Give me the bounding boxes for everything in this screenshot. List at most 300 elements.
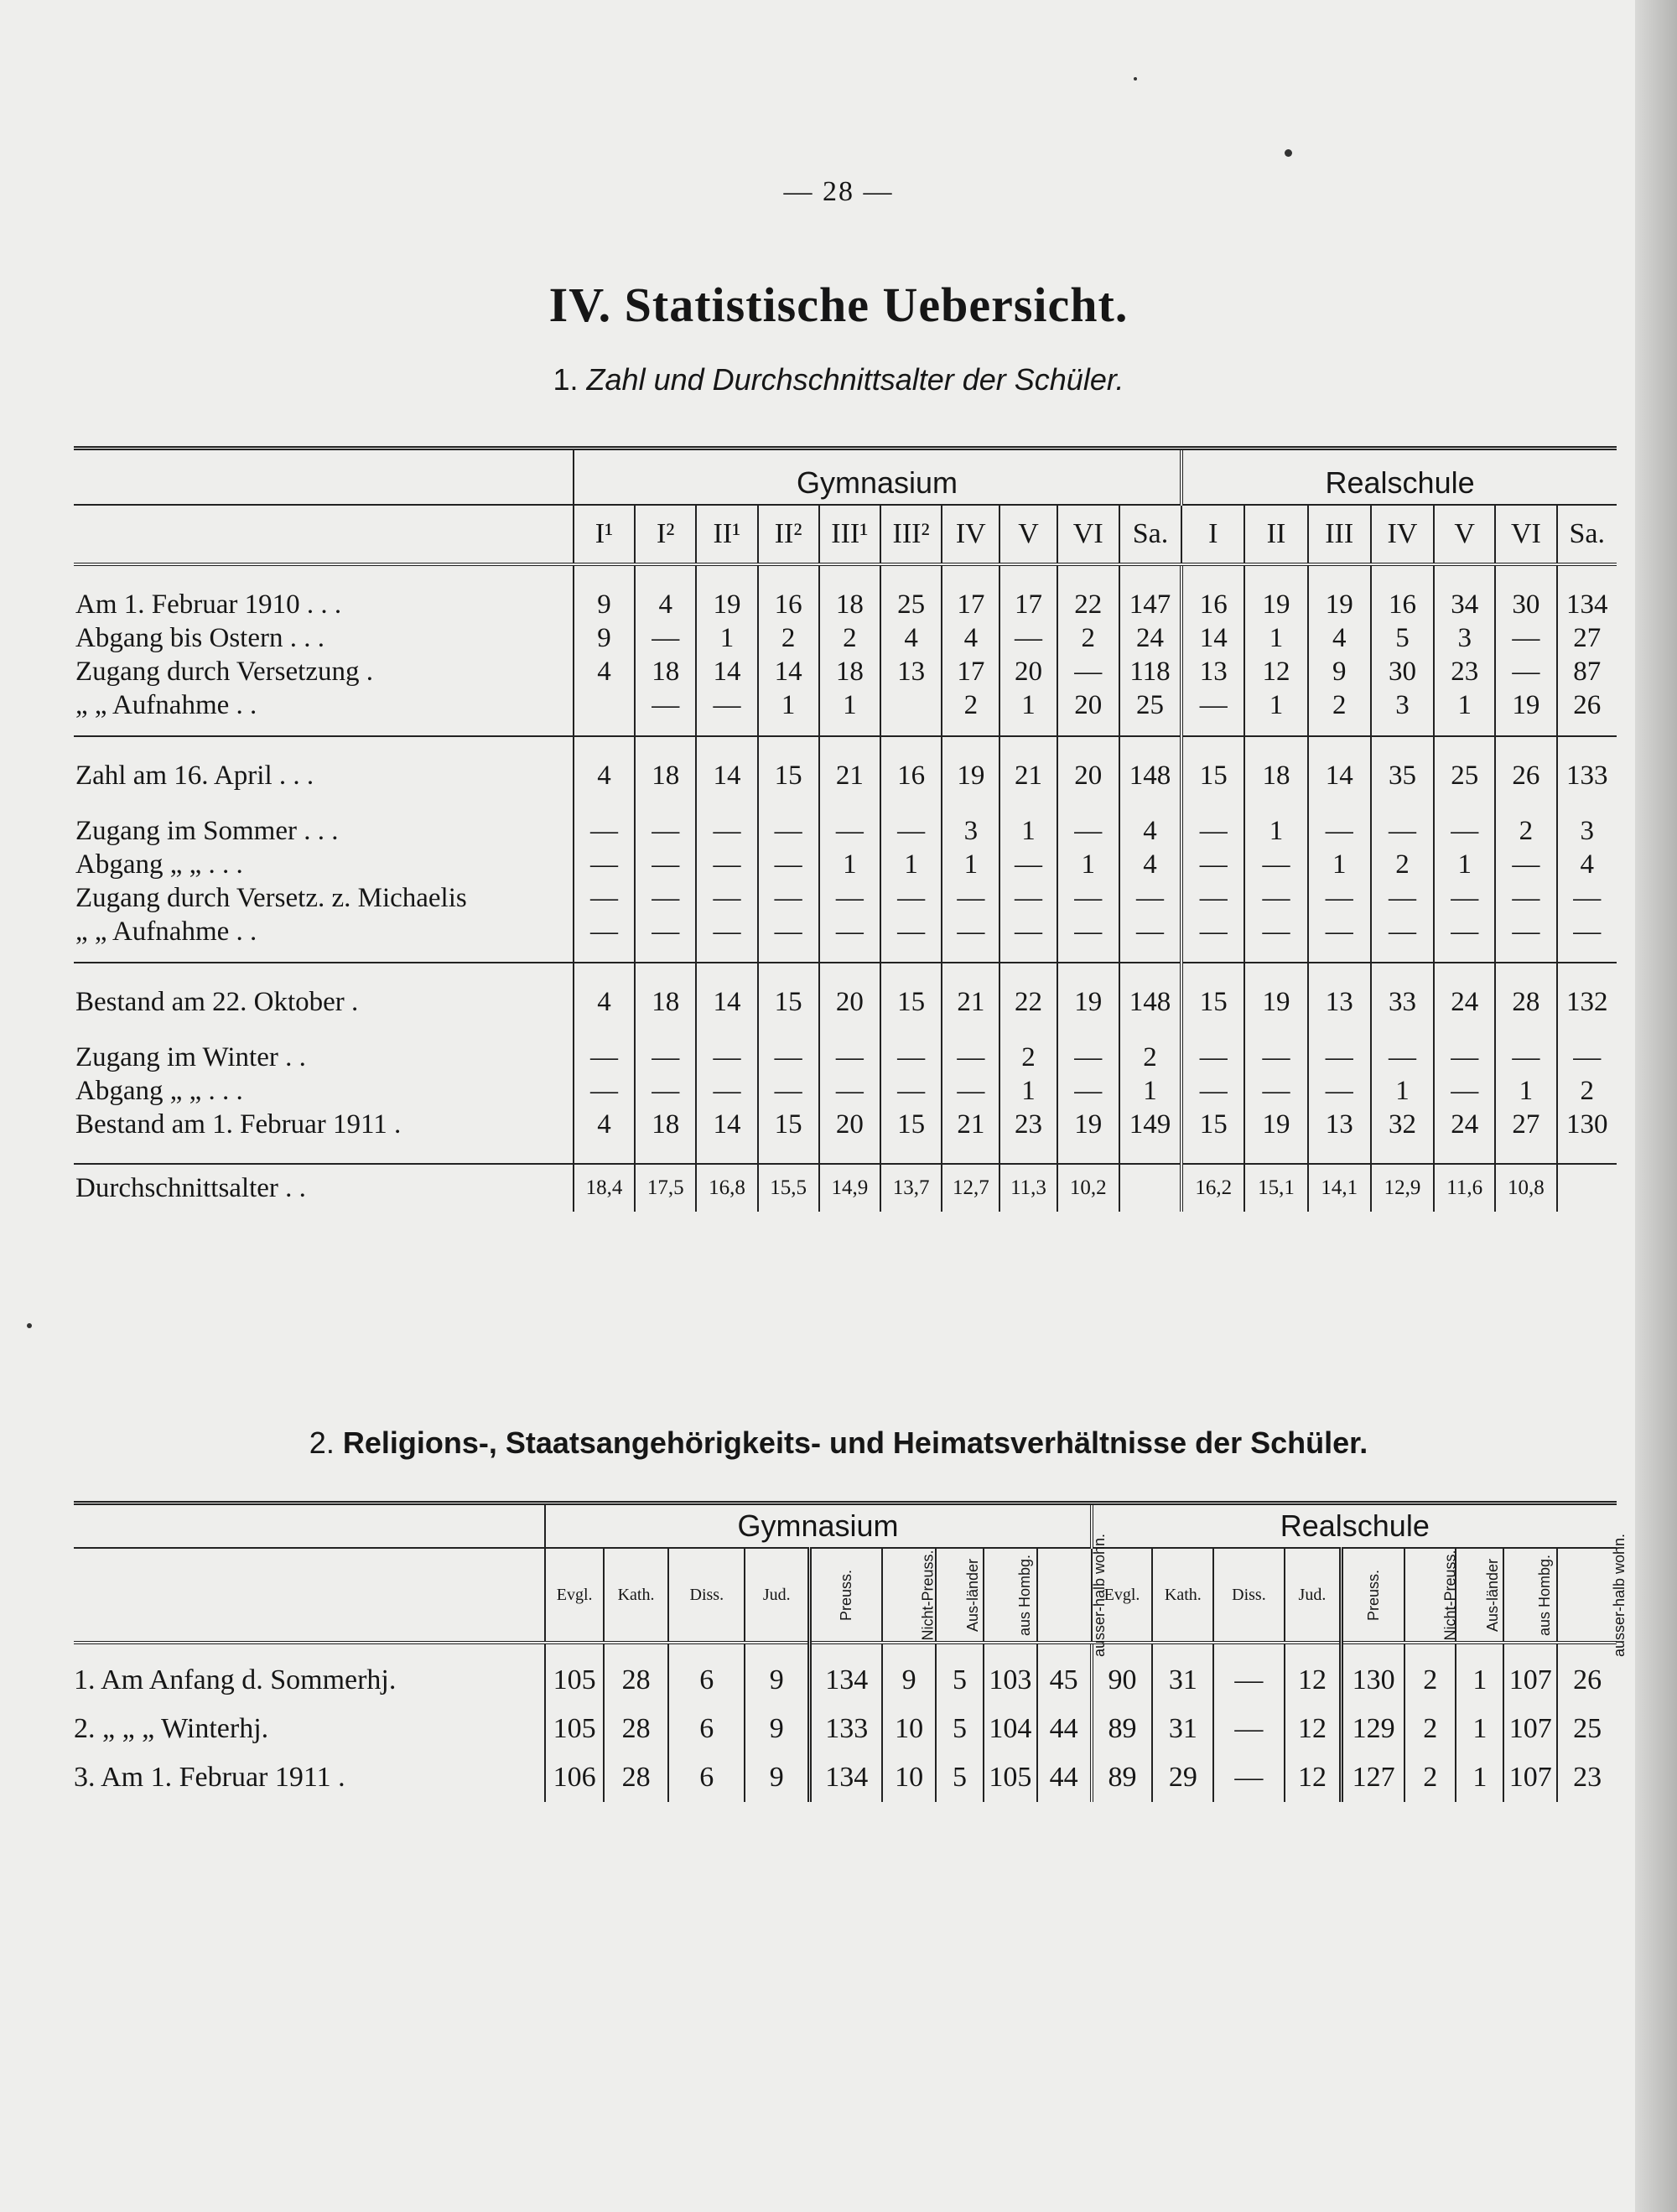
data-cell: — xyxy=(1181,814,1244,848)
spacer-cell xyxy=(758,792,819,814)
data-cell: 18 xyxy=(635,985,696,1019)
spacer-cell xyxy=(574,1141,635,1164)
spacer-cell xyxy=(1557,736,1617,759)
data-cell: 20 xyxy=(999,655,1057,688)
data-cell: — xyxy=(1119,881,1181,915)
data-cell: 15 xyxy=(880,1108,942,1141)
data-cell: — xyxy=(1495,655,1556,688)
data-cell: 24 xyxy=(1434,985,1495,1019)
spacer-cell xyxy=(1308,948,1371,963)
spacer-cell xyxy=(880,1019,942,1041)
data-cell: 105 xyxy=(545,1643,603,1705)
data-cell: — xyxy=(1434,1074,1495,1108)
data-cell: — xyxy=(1495,915,1556,948)
data-cell: 6 xyxy=(668,1643,745,1705)
data-cell: 12 xyxy=(1285,1705,1342,1753)
data-cell: 32 xyxy=(1371,1108,1434,1141)
page-title: IV. Statistische Uebersicht. xyxy=(548,278,1129,332)
data-cell: — xyxy=(1495,848,1556,881)
spacer-cell xyxy=(1244,736,1307,759)
data-cell: — xyxy=(574,1074,635,1108)
spacer-cell xyxy=(942,948,999,963)
data-cell: — xyxy=(880,814,942,848)
spacer-cell xyxy=(999,1019,1057,1041)
data-cell: 2 xyxy=(1308,688,1371,722)
category-header xyxy=(1037,1533,1108,1657)
data-cell: 18 xyxy=(635,1108,696,1141)
data-cell: 134 xyxy=(810,1643,883,1705)
spacer-cell xyxy=(999,722,1057,736)
table-row xyxy=(74,1041,1617,1074)
spacer-cell xyxy=(1371,1141,1434,1164)
spacer-cell xyxy=(1181,722,1244,736)
table-row xyxy=(74,1705,1617,1753)
category-header: Diss. xyxy=(1213,1548,1284,1643)
data-cell: 5 xyxy=(936,1705,984,1753)
spacer-cell xyxy=(1244,963,1307,985)
category-header xyxy=(1557,1533,1628,1657)
data-cell: 10 xyxy=(882,1753,936,1802)
table-row xyxy=(74,881,1617,915)
data-cell: — xyxy=(1371,814,1434,848)
category-header-label: Preuss. xyxy=(1364,1569,1382,1621)
data-cell: — xyxy=(696,688,757,722)
spacer-cell xyxy=(696,1141,757,1164)
spacer-cell xyxy=(1308,564,1371,588)
spacer-cell xyxy=(696,722,757,736)
spacer-cell xyxy=(999,564,1057,588)
data-cell: 87 xyxy=(1557,655,1617,688)
spacer-cell xyxy=(819,722,880,736)
data-cell: — xyxy=(880,881,942,915)
data-cell: 1 xyxy=(1456,1705,1503,1753)
student-count-table xyxy=(74,446,1617,1212)
data-cell: 4 xyxy=(574,1108,635,1141)
spacer-cell xyxy=(942,1141,999,1164)
row-label: 2. „ „ „ Winterhj. xyxy=(74,1713,269,1744)
row-label: Bestand am 22. Oktober . xyxy=(75,986,359,1017)
data-cell: 12,9 xyxy=(1371,1164,1434,1212)
spacer-cell xyxy=(696,792,757,814)
spacer-cell xyxy=(635,948,696,963)
data-cell: 13,7 xyxy=(880,1164,942,1212)
data-cell: 130 xyxy=(1557,1108,1617,1141)
data-cell: — xyxy=(574,915,635,948)
table-row xyxy=(74,848,1617,881)
data-cell: — xyxy=(1244,881,1307,915)
section-1-title: Zahl und Durchschnittsalter der Schüler. xyxy=(586,362,1124,397)
data-cell: — xyxy=(1244,1041,1307,1074)
spacer-cell xyxy=(819,963,880,985)
data-cell: — xyxy=(1057,881,1119,915)
data-cell: 16,8 xyxy=(696,1164,757,1212)
data-cell: — xyxy=(1557,1041,1617,1074)
spacer-cell xyxy=(635,1019,696,1041)
data-cell: 14 xyxy=(758,655,819,688)
spacer-cell xyxy=(1371,963,1434,985)
spacer-cell xyxy=(819,564,880,588)
spacer-cell xyxy=(758,948,819,963)
row-label: 1. Am Anfang d. Sommerhj. xyxy=(74,1664,397,1695)
data-cell: 20 xyxy=(819,1108,880,1141)
spacer-cell xyxy=(758,1019,819,1041)
data-cell: 19 xyxy=(1308,588,1371,621)
data-cell: — xyxy=(999,881,1057,915)
data-cell: 134 xyxy=(810,1753,883,1802)
data-cell: 4 xyxy=(574,655,635,688)
spacer-cell xyxy=(1308,792,1371,814)
spacer-row xyxy=(74,963,1617,985)
realschule-class-header: VI xyxy=(1495,505,1556,564)
data-cell: 16 xyxy=(1181,588,1244,621)
data-cell: 148 xyxy=(1119,759,1181,792)
spacer-cell xyxy=(635,1141,696,1164)
spacer-cell xyxy=(574,736,635,759)
data-cell: 27 xyxy=(1495,1108,1556,1141)
spacer-cell xyxy=(880,722,942,736)
data-cell: 29 xyxy=(1152,1753,1213,1802)
data-cell: — xyxy=(696,848,757,881)
data-cell: 18 xyxy=(1244,759,1307,792)
data-cell: 25 xyxy=(1119,688,1181,722)
data-cell: — xyxy=(999,848,1057,881)
speck xyxy=(1285,149,1292,157)
data-cell: 23 xyxy=(1434,655,1495,688)
data-cell: 118 xyxy=(1119,655,1181,688)
spacer-cell xyxy=(1434,1141,1495,1164)
spacer-cell xyxy=(1308,736,1371,759)
data-cell: 21 xyxy=(819,759,880,792)
category-header-label: Aus-länder xyxy=(964,1558,982,1632)
data-cell: 18 xyxy=(635,759,696,792)
spacer-cell xyxy=(1308,963,1371,985)
data-cell: 148 xyxy=(1119,985,1181,1019)
spacer-cell xyxy=(1057,1141,1119,1164)
data-cell: 10 xyxy=(882,1705,936,1753)
row-label: Bestand am 1. Februar 1911 . xyxy=(75,1109,402,1140)
data-cell: 14,9 xyxy=(819,1164,880,1212)
data-cell: 129 xyxy=(1342,1705,1404,1753)
data-cell: 149 xyxy=(1119,1108,1181,1141)
data-cell: — xyxy=(1181,848,1244,881)
data-cell: 24 xyxy=(1434,1108,1495,1141)
label-header-blank xyxy=(74,449,574,506)
label-header-blank xyxy=(74,1548,545,1643)
data-cell: 107 xyxy=(1503,1753,1557,1802)
label-header-blank xyxy=(74,1503,545,1549)
realschule-class-header: V xyxy=(1434,505,1495,564)
data-cell: 26 xyxy=(1495,759,1556,792)
data-cell: — xyxy=(942,915,999,948)
data-cell: 16,2 xyxy=(1181,1164,1244,1212)
data-cell: 2 xyxy=(1404,1753,1456,1802)
spacer-cell xyxy=(819,1019,880,1041)
section-divider xyxy=(74,948,1617,963)
data-cell: 1 xyxy=(1244,814,1307,848)
spacer-cell xyxy=(819,736,880,759)
data-cell: — xyxy=(574,881,635,915)
spacer-cell xyxy=(1119,564,1181,588)
data-cell: 4 xyxy=(1308,621,1371,655)
data-cell: 44 xyxy=(1037,1705,1092,1753)
spacer-cell xyxy=(758,963,819,985)
realschule-class-header: IV xyxy=(1371,505,1434,564)
data-cell: 3 xyxy=(1434,621,1495,655)
data-cell: 12 xyxy=(1285,1643,1342,1705)
spacer-cell xyxy=(942,736,999,759)
data-cell: 27 xyxy=(1557,621,1617,655)
data-cell: 15 xyxy=(880,985,942,1019)
spacer-cell xyxy=(1057,792,1119,814)
spacer-cell xyxy=(942,722,999,736)
data-cell: 15 xyxy=(1181,985,1244,1019)
data-cell: — xyxy=(1181,688,1244,722)
spacer-cell xyxy=(1495,948,1556,963)
data-cell: — xyxy=(758,848,819,881)
spacer-cell xyxy=(1119,1141,1181,1164)
spacer-cell xyxy=(1057,564,1119,588)
spacer-cell xyxy=(1244,564,1307,588)
data-cell: 3 xyxy=(1557,814,1617,848)
spacer-cell xyxy=(1495,736,1556,759)
spacer-cell xyxy=(1371,736,1434,759)
spacer-cell xyxy=(880,736,942,759)
spacer-cell xyxy=(999,948,1057,963)
data-cell: 89 xyxy=(1092,1753,1153,1802)
data-cell: 23 xyxy=(999,1108,1057,1141)
data-cell: — xyxy=(880,915,942,948)
data-cell: 1 xyxy=(1456,1643,1503,1705)
data-cell: 5 xyxy=(936,1753,984,1802)
row-label: Durchschnittsalter . . xyxy=(74,1164,574,1212)
spacer-cell xyxy=(819,792,880,814)
data-cell: — xyxy=(1557,881,1617,915)
data-cell: 9 xyxy=(574,621,635,655)
category-header xyxy=(810,1548,883,1643)
spacer-cell xyxy=(574,564,635,588)
spacer-cell xyxy=(74,564,574,588)
data-cell: 17,5 xyxy=(635,1164,696,1212)
data-cell: 1 xyxy=(819,848,880,881)
category-header-label: ausser-halb wohn. xyxy=(1611,1533,1628,1657)
category-header: Jud. xyxy=(745,1548,809,1643)
data-cell: 2 xyxy=(942,688,999,722)
data-cell: — xyxy=(999,915,1057,948)
data-cell: 1 xyxy=(1244,688,1307,722)
spacer-cell xyxy=(696,963,757,985)
data-cell: — xyxy=(1434,814,1495,848)
spacer-row xyxy=(74,736,1617,759)
data-cell: 25 xyxy=(1434,759,1495,792)
category-header xyxy=(882,1548,936,1643)
data-cell: 28 xyxy=(604,1753,668,1802)
data-cell: 18 xyxy=(635,655,696,688)
gymnasium-class-header: IV xyxy=(942,505,999,564)
data-cell: — xyxy=(1119,915,1181,948)
table-row xyxy=(74,915,1617,948)
data-cell xyxy=(1557,1164,1617,1212)
data-cell: — xyxy=(635,1041,696,1074)
data-cell: 1 xyxy=(1308,848,1371,881)
category-header-label: aus Hombg. xyxy=(1015,1554,1033,1636)
spacer-cell xyxy=(880,792,942,814)
data-cell: 132 xyxy=(1557,985,1617,1019)
spacer-cell xyxy=(574,722,635,736)
section-2-number: 2. xyxy=(309,1425,335,1460)
gymnasium-group-header: Gymnasium xyxy=(545,1503,1091,1549)
data-cell: — xyxy=(635,621,696,655)
gymnasium-class-header: III² xyxy=(880,505,942,564)
data-cell: 12 xyxy=(1244,655,1307,688)
category-header xyxy=(1404,1548,1459,1643)
data-cell: — xyxy=(574,814,635,848)
category-header-label: Nicht-Preuss. xyxy=(1441,1549,1459,1641)
spacer-cell xyxy=(1495,1141,1556,1164)
realschule-class-header: Sa. xyxy=(1557,505,1617,564)
spacer-cell xyxy=(74,1019,574,1041)
spacer-row xyxy=(74,1019,1617,1041)
section-1-heading xyxy=(0,362,1677,397)
spacer-cell xyxy=(1181,1019,1244,1041)
data-cell: 2 xyxy=(1557,1074,1617,1108)
gymnasium-class-header: II² xyxy=(758,505,819,564)
data-cell: 6 xyxy=(668,1753,745,1802)
data-cell: 14 xyxy=(696,655,757,688)
spacer-cell xyxy=(696,564,757,588)
data-cell: — xyxy=(635,1074,696,1108)
row-label: Zugang durch Versetzung . xyxy=(75,656,373,687)
data-cell: 24 xyxy=(1119,621,1181,655)
spacer-cell xyxy=(1371,564,1434,588)
data-cell: 1 xyxy=(696,621,757,655)
data-cell: — xyxy=(819,1041,880,1074)
data-cell: 4 xyxy=(1119,814,1181,848)
spacer-cell xyxy=(1557,963,1617,985)
spacer-cell xyxy=(1119,736,1181,759)
data-cell: — xyxy=(819,814,880,848)
data-cell: 4 xyxy=(635,588,696,621)
data-cell: 2 xyxy=(819,621,880,655)
category-header-label: Aus-länder xyxy=(1484,1558,1502,1632)
data-cell: 2 xyxy=(1371,848,1434,881)
spacer-cell xyxy=(574,792,635,814)
data-cell: 26 xyxy=(1557,688,1617,722)
spacer-cell xyxy=(1244,1141,1307,1164)
spacer-cell xyxy=(1434,1019,1495,1041)
data-cell: 19 xyxy=(1057,985,1119,1019)
data-cell: — xyxy=(635,881,696,915)
data-cell: 12 xyxy=(1285,1753,1342,1802)
spacer-cell xyxy=(1434,948,1495,963)
spacer-cell xyxy=(1057,963,1119,985)
data-cell: — xyxy=(1057,1041,1119,1074)
spacer-cell xyxy=(1181,948,1244,963)
data-cell: — xyxy=(635,814,696,848)
spacer-cell xyxy=(696,736,757,759)
spacer-cell xyxy=(1119,963,1181,985)
data-cell: 103 xyxy=(984,1643,1037,1705)
data-cell: 13 xyxy=(880,655,942,688)
data-cell xyxy=(1119,1164,1181,1212)
spacer-cell xyxy=(74,736,574,759)
data-cell: 134 xyxy=(1557,588,1617,621)
data-cell: 22 xyxy=(1057,588,1119,621)
data-cell: — xyxy=(1244,1074,1307,1108)
data-cell: — xyxy=(574,848,635,881)
table-row xyxy=(74,655,1617,688)
data-cell: — xyxy=(1213,1705,1284,1753)
data-cell: — xyxy=(758,915,819,948)
category-header xyxy=(1456,1548,1503,1643)
spacer-cell xyxy=(942,564,999,588)
data-cell: 4 xyxy=(574,759,635,792)
gymnasium-class-header: VI xyxy=(1057,505,1119,564)
data-cell: — xyxy=(1495,881,1556,915)
data-cell: — xyxy=(758,1074,819,1108)
data-cell: 15 xyxy=(1181,759,1244,792)
data-cell: — xyxy=(1213,1643,1284,1705)
data-cell: 21 xyxy=(999,759,1057,792)
spacer-cell xyxy=(1557,722,1617,736)
data-cell: 25 xyxy=(1557,1705,1617,1753)
category-header xyxy=(1342,1548,1404,1643)
category-header-label: Nicht-Preuss. xyxy=(919,1549,937,1641)
religion-nationality-table xyxy=(74,1501,1628,1802)
data-cell: — xyxy=(999,621,1057,655)
data-cell: 2 xyxy=(999,1041,1057,1074)
data-cell: 18 xyxy=(819,588,880,621)
spacer-cell xyxy=(696,1019,757,1041)
data-cell: 35 xyxy=(1371,759,1434,792)
spacer-cell xyxy=(1495,1019,1556,1041)
data-cell: — xyxy=(1434,915,1495,948)
gymnasium-class-header: I² xyxy=(635,505,696,564)
data-cell: 12,7 xyxy=(942,1164,999,1212)
spacer-cell xyxy=(1119,948,1181,963)
data-cell: 1 xyxy=(1456,1753,1503,1802)
data-cell: — xyxy=(942,1041,999,1074)
data-cell xyxy=(574,688,635,722)
data-cell: 15,5 xyxy=(758,1164,819,1212)
data-cell: 20 xyxy=(819,985,880,1019)
data-cell: — xyxy=(1308,1041,1371,1074)
data-cell: 2 xyxy=(1057,621,1119,655)
data-cell: 34 xyxy=(1434,588,1495,621)
category-header: Jud. xyxy=(1285,1548,1342,1643)
spacer-cell xyxy=(635,736,696,759)
data-cell: 22 xyxy=(999,985,1057,1019)
data-cell: 2 xyxy=(1119,1041,1181,1074)
row-label: Abgang „ „ . . . xyxy=(75,849,243,880)
data-cell: 15 xyxy=(758,759,819,792)
gymnasium-class-header: III¹ xyxy=(819,505,880,564)
data-cell: 26 xyxy=(1557,1643,1617,1705)
data-cell: 105 xyxy=(545,1705,603,1753)
data-cell: — xyxy=(1244,848,1307,881)
table-row xyxy=(74,1753,1617,1802)
data-cell: 105 xyxy=(984,1753,1037,1802)
data-cell: — xyxy=(758,881,819,915)
spacer-cell xyxy=(999,963,1057,985)
spacer-cell xyxy=(942,1019,999,1041)
data-cell: 4 xyxy=(880,621,942,655)
spacer-cell xyxy=(635,963,696,985)
data-cell: — xyxy=(635,848,696,881)
spacer-cell xyxy=(999,1141,1057,1164)
data-cell: 3 xyxy=(1371,688,1434,722)
spacer-cell xyxy=(574,963,635,985)
data-cell: 21 xyxy=(942,985,999,1019)
